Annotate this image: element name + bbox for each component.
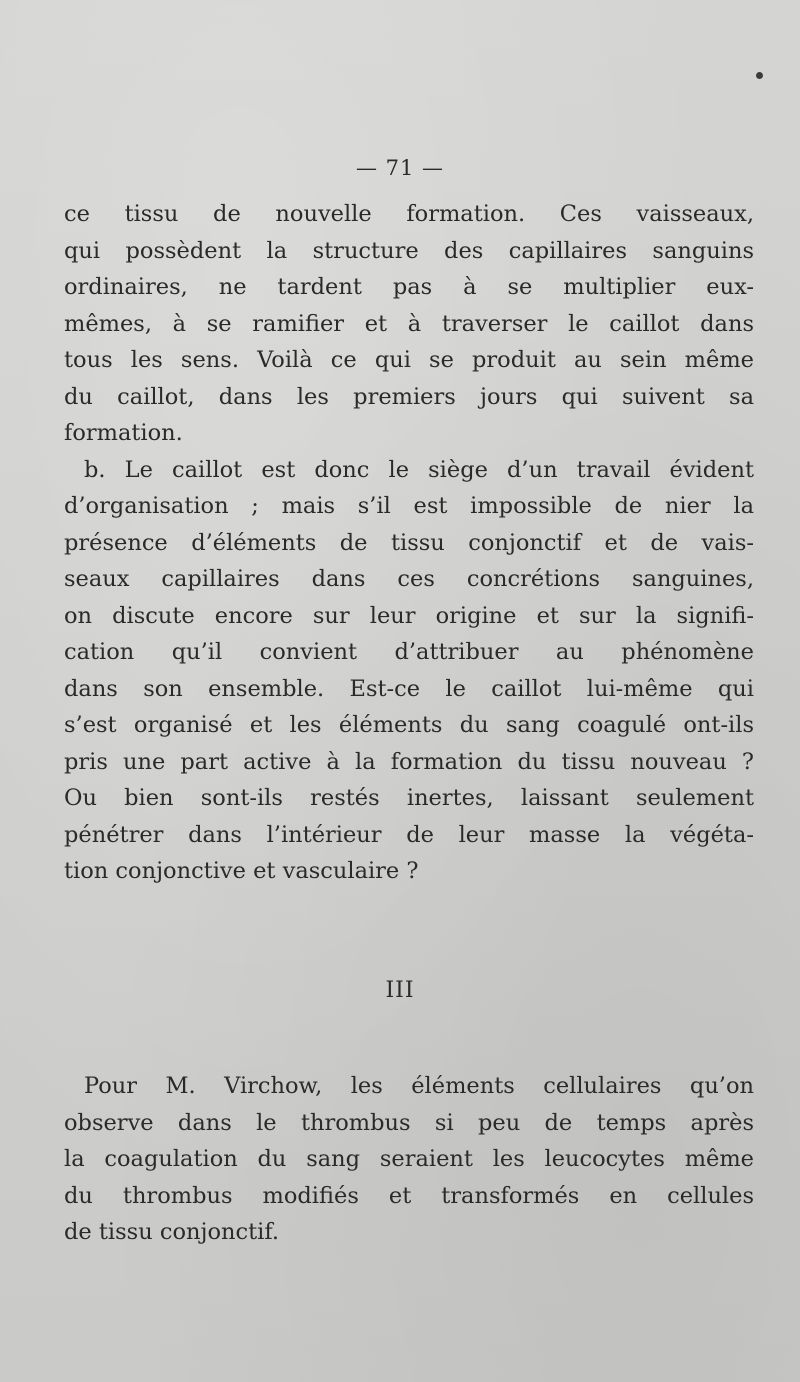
section-heading: III — [385, 978, 415, 1003]
text-line: pris une part active à la formation du tissu nouveau ? — [64, 748, 754, 775]
text-line: de tissu conjonctif. — [64, 1219, 280, 1245]
text-line: seaux capillaires dans ces concrétions sanguines, — [64, 566, 754, 592]
text-line: d’organisation ; mais s’il est impossible de nier la — [64, 493, 754, 519]
text-line: on discute encore sur leur origine et sur la signifi- — [64, 602, 754, 629]
text-line: observe dans le thrombus si peu de temps après — [64, 1109, 754, 1136]
body-text-upper — [64, 196, 754, 890]
text-line: ordinaires, ne tardent pas à se multiplier eux- — [64, 274, 754, 300]
text-line: mêmes, à se ramifier et à traverser le caillot dans — [64, 310, 754, 337]
text-line: du thrombus modifiés et transformés en cellules — [64, 1182, 754, 1209]
text-line: qui possèdent la structure des capillaires sanguins — [64, 237, 754, 264]
text-line: b. Le caillot est donc le siège d’un travail évident — [84, 456, 754, 483]
ink-speck — [756, 72, 763, 79]
text-line: ce tissu de nouvelle formation. Ces vaisseaux, — [64, 201, 754, 227]
text-line: Pour M. Virchow, les éléments cellulaires qu’on — [84, 1073, 754, 1099]
text-line: Ou bien sont-ils restés inertes, laissant seulement — [64, 785, 754, 811]
text-line: tous les sens. Voilà ce qui se produit au sein même — [64, 347, 754, 373]
text-line: la coagulation du sang seraient les leucocytes même — [64, 1146, 754, 1172]
text-line: formation. — [64, 420, 183, 446]
text-line: s’est organisé et les éléments du sang coagulé ont-ils — [64, 712, 754, 738]
text-line: cation qu’il convient d’attribuer au phénomène — [64, 639, 754, 665]
page-number: — 71 — — [355, 156, 445, 180]
text-line: du caillot, dans les premiers jours qui suivent sa — [64, 383, 754, 410]
text-line: dans son ensemble. Est-ce le caillot lui-même qui — [64, 675, 754, 702]
text-line: tion conjonctive et vasculaire ? — [64, 858, 419, 884]
body-text-lower — [64, 1068, 754, 1251]
text-line: présence d’éléments de tissu conjonctif et de vais- — [64, 529, 754, 556]
text-line: pénétrer dans l’intérieur de leur masse la végéta- — [64, 821, 754, 848]
